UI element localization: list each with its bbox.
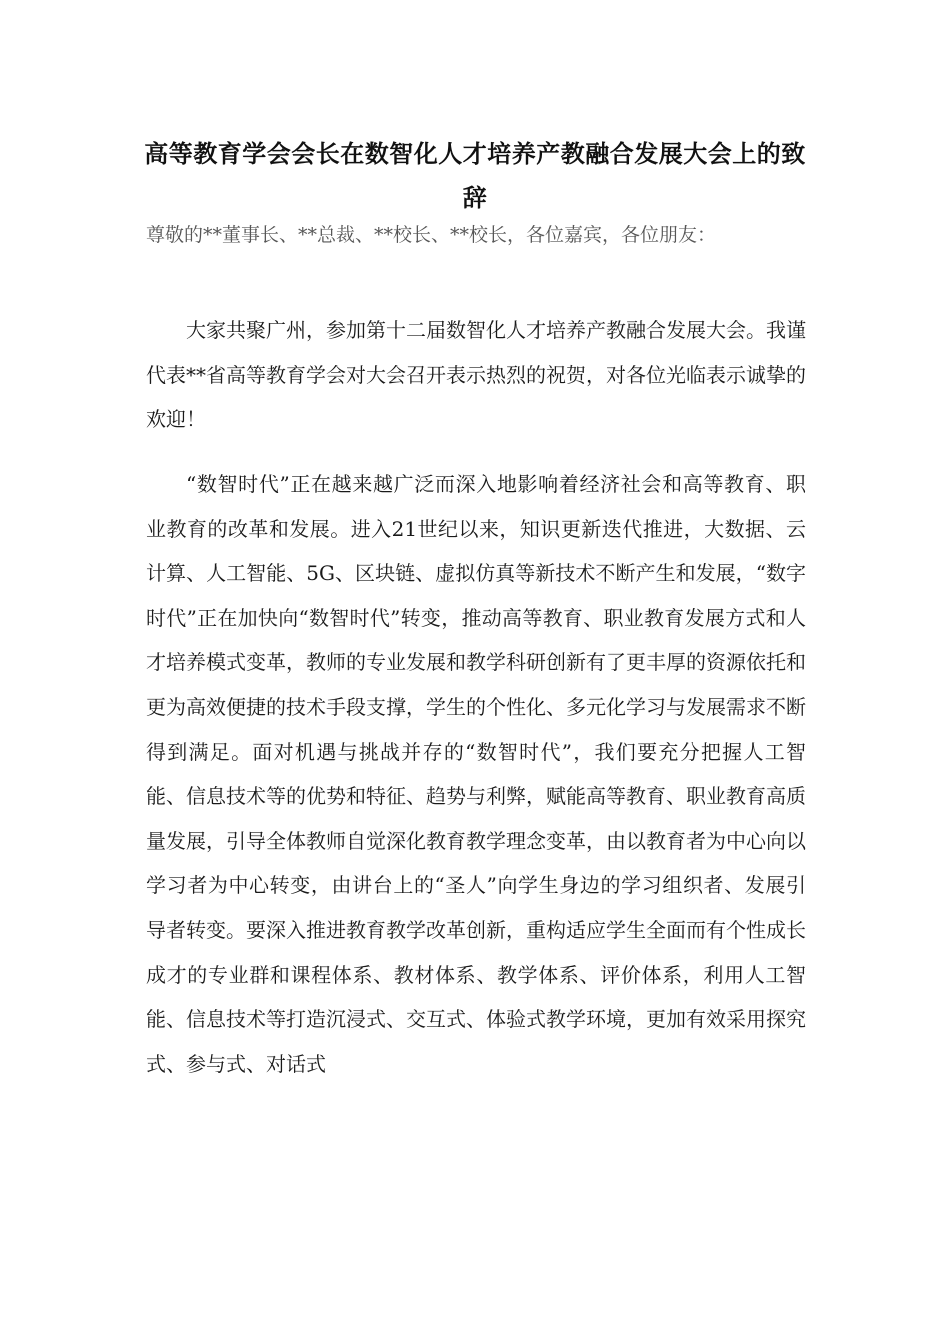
paragraph: “数智时代”正在越来越广泛而深入地影响着经济社会和高等教育、职业教育的改革和发展。进入21世纪以来，知识更新迭代推进，大数据、云计算、人工智能、5G、区块链、虚拟仿真等新技术不断产生和发展，“数字时代”正在加快向“数智时代”转变，推动高等教育、职业教育发展方式和人才培养模式变革，教师的专业发展和教学科研创新有了更丰厚的资源依托和更为高效便捷的技术手段支撑，学生的个性化、多元化学习与发展需求不断得到满足。面对机遇与挑战并存的“数智时代”，我们要充分把握人工智能、信息技术等的优势和特征、趋势与利弊，赋能高等教育、职业教育高质量发展，引导全体教师自觉深化教育教学理念变革，由以教育者为中心向以学习者为中心转变，由讲台上的“圣人”向学生身边的学习组织者、发展引导者转变。要深入推进教育教学改革创新，重构适应学生全面而有个性成长成才的专业群和课程体系、教材体系、教学体系、评价体系，利用人工智能、信息技术等打造沉浸式、交互式、体验式教学环境，更加有效采用探究式、参与式、对话式 <box>146 472 806 1076</box>
salutation: 尊敬的**董事长、**总裁、**校长、**校长，各位嘉宾，各位朋友： <box>146 224 717 246</box>
document-title: 高等教育学会会长在数智化人才培养产教融合发展大会上的致辞 <box>144 140 806 212</box>
paragraph: 大家共聚广州，参加第十二届数智化人才培养产教融合发展大会。我谨代表**省高等教育学会对大会召开表示热烈的祝贺，对各位光临表示诚挚的欢迎！ <box>146 318 806 432</box>
